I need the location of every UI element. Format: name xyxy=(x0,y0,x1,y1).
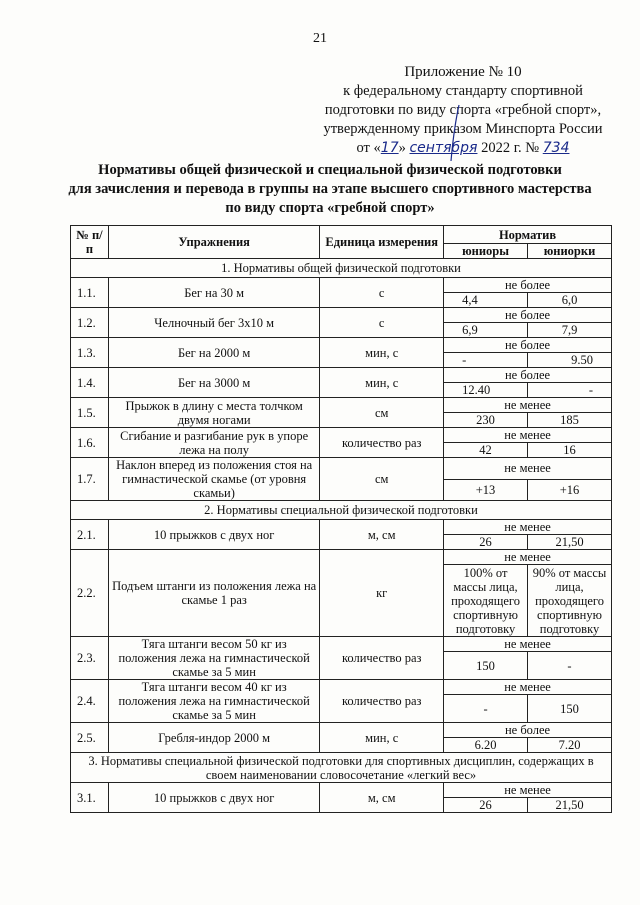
value-juniorki: 9.50 xyxy=(528,353,612,368)
value-juniorki: 7,9 xyxy=(528,323,612,338)
row-number: 1.3. xyxy=(71,338,109,368)
unit: количество раз xyxy=(320,428,444,458)
date-prefix: от « xyxy=(356,140,381,156)
condition: не более xyxy=(444,723,612,738)
exercise-name: Гребля-индор 2000 м xyxy=(108,723,319,753)
value-juniors: +13 xyxy=(444,479,528,501)
condition: не менее xyxy=(444,680,612,695)
unit: количество раз xyxy=(320,637,444,680)
unit: м, см xyxy=(320,520,444,550)
appendix-line: к федеральному стандарту спортивной xyxy=(343,83,583,99)
value-juniors: 4,4 xyxy=(444,293,528,308)
exercise-name: Прыжок в длину с места толчком двумя ногами xyxy=(108,398,319,428)
exercise-name: 10 прыжков с двух ног xyxy=(108,783,319,813)
exercise-name: Тяга штанги весом 50 кг из положения лежа на гимнастической скамье за 5 мин xyxy=(108,637,319,680)
row-number: 1.2. xyxy=(71,308,109,338)
condition: не более xyxy=(444,278,612,293)
value-juniorki: 16 xyxy=(528,443,612,458)
condition: не менее xyxy=(444,398,612,413)
appendix-line: подготовки по виду спорта «гребной спорт», xyxy=(324,102,602,118)
unit: мин, с xyxy=(320,723,444,753)
condition: не более xyxy=(444,368,612,383)
exercise-name: Наклон вперед из положения стоя на гимнастической скамье (от уровня скамьи) xyxy=(108,458,319,501)
condition: не менее xyxy=(444,550,612,565)
condition: не более xyxy=(444,338,612,353)
value-juniorki: 7.20 xyxy=(528,738,612,753)
exercise-name: Подъем штанги из положения лежа на скамье 1 раз xyxy=(108,550,319,637)
value-juniors: 12.40 xyxy=(444,383,528,398)
page-number: 21 xyxy=(313,31,327,46)
condition: не менее xyxy=(444,458,612,480)
exercise-name: 10 прыжков с двух ног xyxy=(108,520,319,550)
exercise-name: Бег на 2000 м xyxy=(108,338,319,368)
standards-table xyxy=(70,225,612,813)
value-juniors: 26 xyxy=(444,798,528,813)
exercise-name: Сгибание и разгибание рук в упоре лежа на полу xyxy=(108,428,319,458)
row-number: 2.5. xyxy=(71,723,109,753)
unit: м, см xyxy=(320,783,444,813)
handwritten-month: сентября xyxy=(409,140,478,156)
row-number: 2.4. xyxy=(71,680,109,723)
value-juniors: 6,9 xyxy=(444,323,528,338)
row-number: 2.2. xyxy=(71,550,109,637)
value-juniorki: 21,50 xyxy=(528,798,612,813)
condition: не более xyxy=(444,308,612,323)
header-unit: Единица измерения xyxy=(320,226,444,259)
header-number: № п/п xyxy=(71,226,109,259)
row-number: 3.1. xyxy=(71,783,109,813)
value-juniorki: +16 xyxy=(528,479,612,501)
section-title: 1. Нормативы общей физической подготовки xyxy=(71,259,612,278)
heading-line: Нормативы общей физической и специальной физической подготовки xyxy=(98,162,562,178)
value-juniorki: - xyxy=(528,383,612,398)
exercise-name: Тяга штанги весом 40 кг из положения лежа на гимнастической скамье за 5 мин xyxy=(108,680,319,723)
value-juniors: 150 xyxy=(444,652,528,680)
handwritten-day: 17 xyxy=(380,140,399,156)
appendix-title: Приложение № 10 xyxy=(404,64,522,80)
row-number: 2.1. xyxy=(71,520,109,550)
exercise-name: Бег на 30 м xyxy=(108,278,319,308)
section-title: 3. Нормативы специальной физической подготовки для спортивных дисциплин, содержащих в своем наименовании словосочетание «легкий вес» xyxy=(71,753,612,783)
row-number: 1.4. xyxy=(71,368,109,398)
value-juniors: 6.20 xyxy=(444,738,528,753)
header-exercises: Упражнения xyxy=(108,226,319,259)
value-juniors: 42 xyxy=(444,443,528,458)
condition: не менее xyxy=(444,520,612,535)
unit: с xyxy=(320,308,444,338)
unit: с xyxy=(320,278,444,308)
exercise-name: Челночный бег 3х10 м xyxy=(108,308,319,338)
condition: не менее xyxy=(444,637,612,652)
condition: не менее xyxy=(444,428,612,443)
row-number: 1.7. xyxy=(71,458,109,501)
date-mid: » xyxy=(398,140,406,156)
value-juniorki: 150 xyxy=(528,695,612,723)
unit: см xyxy=(320,458,444,501)
date-year: 2022 г. № xyxy=(481,140,540,156)
condition: не менее xyxy=(444,783,612,798)
heading-line: для зачисления и перевода в группы на этапе высшего спортивного мастерства xyxy=(68,181,592,197)
value-juniors: 26 xyxy=(444,535,528,550)
unit: мин, с xyxy=(320,368,444,398)
row-number: 1.6. xyxy=(71,428,109,458)
unit: кг xyxy=(320,550,444,637)
row-number: 1.5. xyxy=(71,398,109,428)
row-number: 2.3. xyxy=(71,637,109,680)
value-juniors: 230 xyxy=(444,413,528,428)
row-number: 1.1. xyxy=(71,278,109,308)
exercise-name: Бег на 3000 м xyxy=(108,368,319,398)
value-juniorki: 90% от массы лица, проходящего спортивную подготовку xyxy=(528,565,612,637)
handwritten-order-number: 734 xyxy=(542,140,570,156)
value-juniorki: 6,0 xyxy=(528,293,612,308)
value-juniorki: 21,50 xyxy=(528,535,612,550)
value-juniorki: - xyxy=(528,652,612,680)
unit: количество раз xyxy=(320,680,444,723)
header-standard: Норматив xyxy=(444,226,612,244)
value-juniors: - xyxy=(444,695,528,723)
appendix-line: утвержденному приказом Минспорта России xyxy=(323,121,603,137)
unit: мин, с xyxy=(320,338,444,368)
section-title: 2. Нормативы специальной физической подготовки xyxy=(71,501,612,520)
heading-line: по виду спорта «гребной спорт» xyxy=(225,200,435,216)
unit: см xyxy=(320,398,444,428)
signature-stroke-icon xyxy=(441,103,471,163)
value-juniorki: 185 xyxy=(528,413,612,428)
value-juniors: - xyxy=(444,353,528,368)
value-juniors: 100% от массы лица, проходящего спортивную подготовку xyxy=(444,565,528,637)
header-juniors-male: юниоры xyxy=(444,244,528,259)
document-heading xyxy=(40,161,620,218)
header-juniors-female: юниорки xyxy=(528,244,612,259)
